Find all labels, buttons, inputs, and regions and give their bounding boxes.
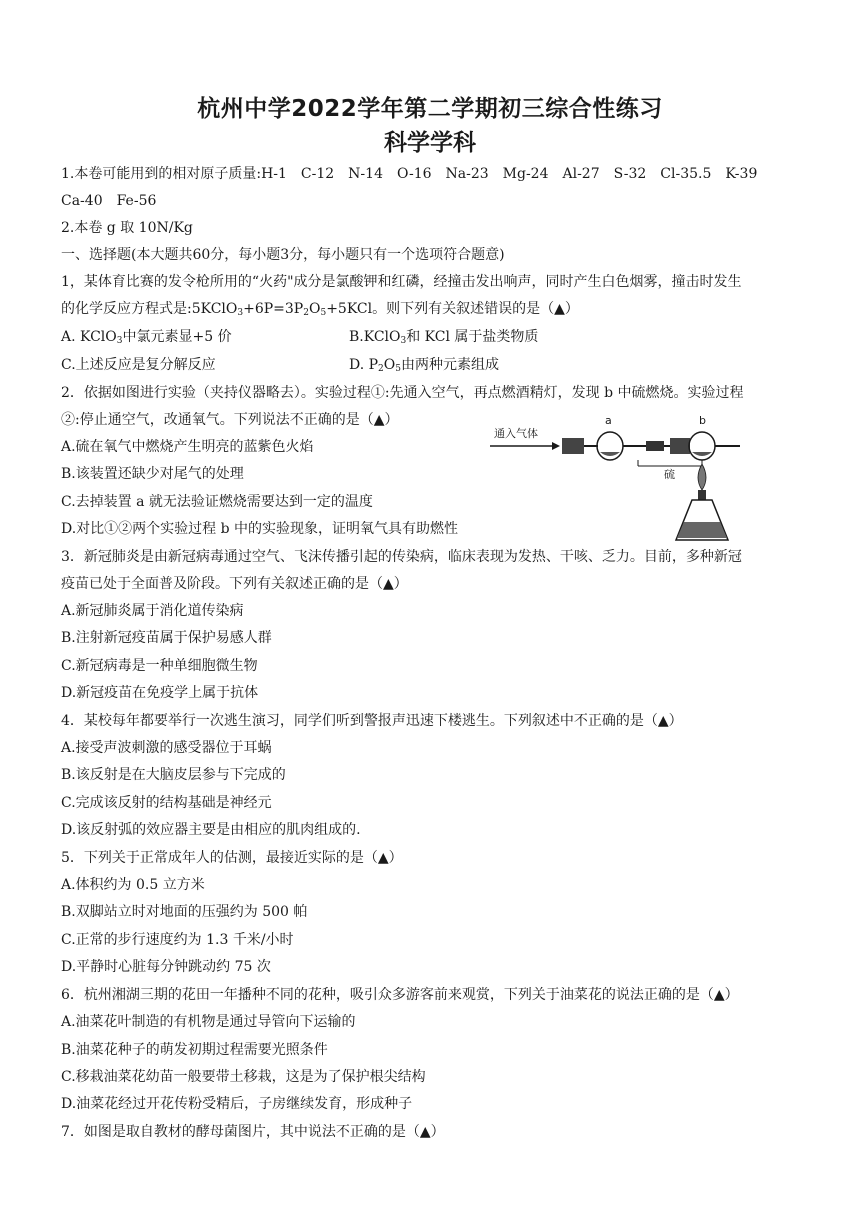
q6-option-a: A.油菜花叶制造的有机物是通过导管向下运输的 [61, 1014, 356, 1030]
q3-stem-line1: 3．新冠肺炎是由新冠病毒通过空气、飞沫传播引起的传染病，临床表现为发热、干咳、乏力。目前，多种新冠 [61, 549, 742, 565]
note-atomic-mass: 1.本卷可能用到的相对原子质量:H-1 C-12 N-14 O-16 Na-23 Mg-24 Al-27 S-32 Cl-35.5 K-39 [61, 166, 758, 182]
figure-label-a: a [605, 414, 612, 427]
q1-sub: 3 [237, 308, 244, 318]
q4-option-d: D.该反射弧的效应器主要是由相应的肌肉组成的. [61, 822, 361, 838]
q5-option-b: B.双脚站立时对地面的压强约为 500 帕 [61, 904, 308, 920]
bulb-b-sulfur [692, 452, 712, 456]
right-clamp [670, 438, 690, 454]
q4-option-c: C.完成该反射的结构基础是神经元 [61, 795, 272, 811]
q5-option-c: C.正常的步行速度约为 1.3 千米/小时 [61, 932, 294, 948]
q7-stem: 7．如图是取自教材的酵母菌图片，其中说法不正确的是（▲） [61, 1124, 445, 1140]
q5-stem: 5．下列关于正常成年人的估测，最接近实际的是（▲） [61, 850, 403, 866]
q1-option-a-text: 中氯元素显+5 价 [122, 329, 232, 345]
left-clamp [562, 438, 584, 454]
lamp-fuel [677, 522, 727, 538]
note-gravity: 2.本卷 g 取 10N/Kg [61, 220, 193, 236]
subject-title: 科学学科 [384, 130, 476, 156]
q3-option-b: B.注射新冠疫苗属于保护易感人群 [61, 630, 272, 646]
q2-option-c: C.去掉装置 a 就无法验证燃烧需要达到一定的温度 [61, 494, 373, 510]
q1-sub: 2 [378, 364, 384, 374]
middle-joint [646, 441, 664, 451]
q1-option-b-text: 和 KCl 属于盐类物质 [406, 329, 539, 345]
q1-sub: 5 [320, 308, 327, 318]
q1-sub: 5 [395, 364, 401, 374]
q2-apparatus-figure [488, 408, 758, 548]
q2-stem-line2: ②:停止通空气，改通氧气。下列说法不正确的是（▲） [61, 412, 399, 428]
q1-sub: 3 [400, 336, 407, 346]
q6-stem: 6．杭州湘湖三期的花田一年播种不同的花种，吸引众多游客前来观赏，下列关于油菜花的说法正确的是（▲） [61, 987, 739, 1003]
q1-options-row2 [61, 355, 801, 375]
q1-option-d-text: O [383, 357, 396, 373]
q3-option-a: A.新冠肺炎属于消化道传染病 [61, 603, 244, 619]
q1-option-d [349, 355, 499, 379]
q4-option-a: A.接受声波刺激的感受器位于耳蜗 [61, 740, 272, 756]
q1-option-d-text: D. P [349, 357, 379, 373]
q1-stem-text: +5KCl。则下列有关叙述错误的是（▲） [326, 301, 579, 317]
q5-option-a: A.体积约为 0.5 立方米 [61, 877, 205, 893]
flame [698, 464, 706, 490]
figure-label-gas-inlet: 通入气体 [494, 427, 538, 440]
q1-option-d-text: 由两种元素组成 [401, 357, 499, 373]
q1-stem-line2 [61, 299, 579, 323]
q1-option-a-text: A. KClO [61, 329, 117, 345]
lamp-wick [698, 490, 706, 500]
q1-option-c: C.上述反应是复分解反应 [61, 357, 216, 373]
q1-stem-text: 的化学反应方程式是:5KClO [61, 301, 238, 317]
q1-option-b-text: B.KClO [349, 329, 401, 345]
q1-sub: 2 [303, 308, 309, 318]
q5-option-d: D.平静时心脏每分钟跳动约 75 次 [61, 959, 271, 975]
q6-option-c: C.移栽油菜花幼苗一般要带土移栽，这是为了保护根尖结构 [61, 1069, 426, 1085]
figure-label-sulfur: 硫 [664, 468, 675, 481]
q2-stem-line1: 2．依据如图进行实验（夹持仪器略去）。实验过程①:先通入空气，再点燃酒精灯，发现 b 中硫燃烧。实验过程 [61, 385, 744, 401]
q2-option-d: D.对比①②两个实验过程 b 中的实验现象，证明氧气具有助燃性 [61, 521, 459, 537]
q1-option-b [349, 327, 538, 351]
q3-stem-line2: 疫苗已处于全面普及阶段。下列有关叙述正确的是（▲） [61, 576, 408, 592]
q4-stem: 4．某校每年都要举行一次逃生演习，同学们听到警报声迅速下楼逃生。下列叙述中不正确的是（▲） [61, 713, 683, 729]
q1-sub: 3 [116, 336, 123, 346]
q6-option-d: D.油菜花经过开花传粉受精后，子房继续发育，形成种子 [61, 1096, 413, 1112]
q2-option-a: A.硫在氧气中燃烧产生明亮的蓝紫色火焰 [61, 439, 314, 455]
q4-option-b: B.该反射是在大脑皮层参与下完成的 [61, 767, 286, 783]
q3-option-d: D.新冠疫苗在免疫学上属于抗体 [61, 685, 259, 701]
q2-option-b: B.该装置还缺少对尾气的处理 [61, 466, 244, 482]
note-atomic-mass-cont: Ca-40 Fe-56 [61, 193, 157, 209]
section-heading: 一、选择题(本大题共60分，每小题3分，每小题只有一个选项符合题意) [61, 247, 505, 263]
bulb-a-sulfur [600, 452, 620, 456]
q6-option-b: B.油菜花种子的萌发初期过程需要光照条件 [61, 1042, 328, 1058]
q1-stem-line1: 1，某体育比赛的发令枪所用的“火药"成分是氯酸钾和红磷，经撞击发出响声，同时产生白色烟雾，撞击时发生 [61, 274, 742, 290]
q1-stem-text: +6P=3P [243, 301, 304, 317]
q3-option-c: C.新冠病毒是一种单细胞微生物 [61, 658, 258, 674]
gas-inlet-arrowhead [552, 442, 560, 450]
q1-stem-text: O [308, 301, 321, 317]
figure-label-b: b [699, 414, 706, 427]
page-title: 杭州中学2022学年第二学期初三综合性练习 [197, 96, 663, 122]
q1-options-row1 [61, 327, 801, 351]
q1-option-a [61, 329, 232, 345]
